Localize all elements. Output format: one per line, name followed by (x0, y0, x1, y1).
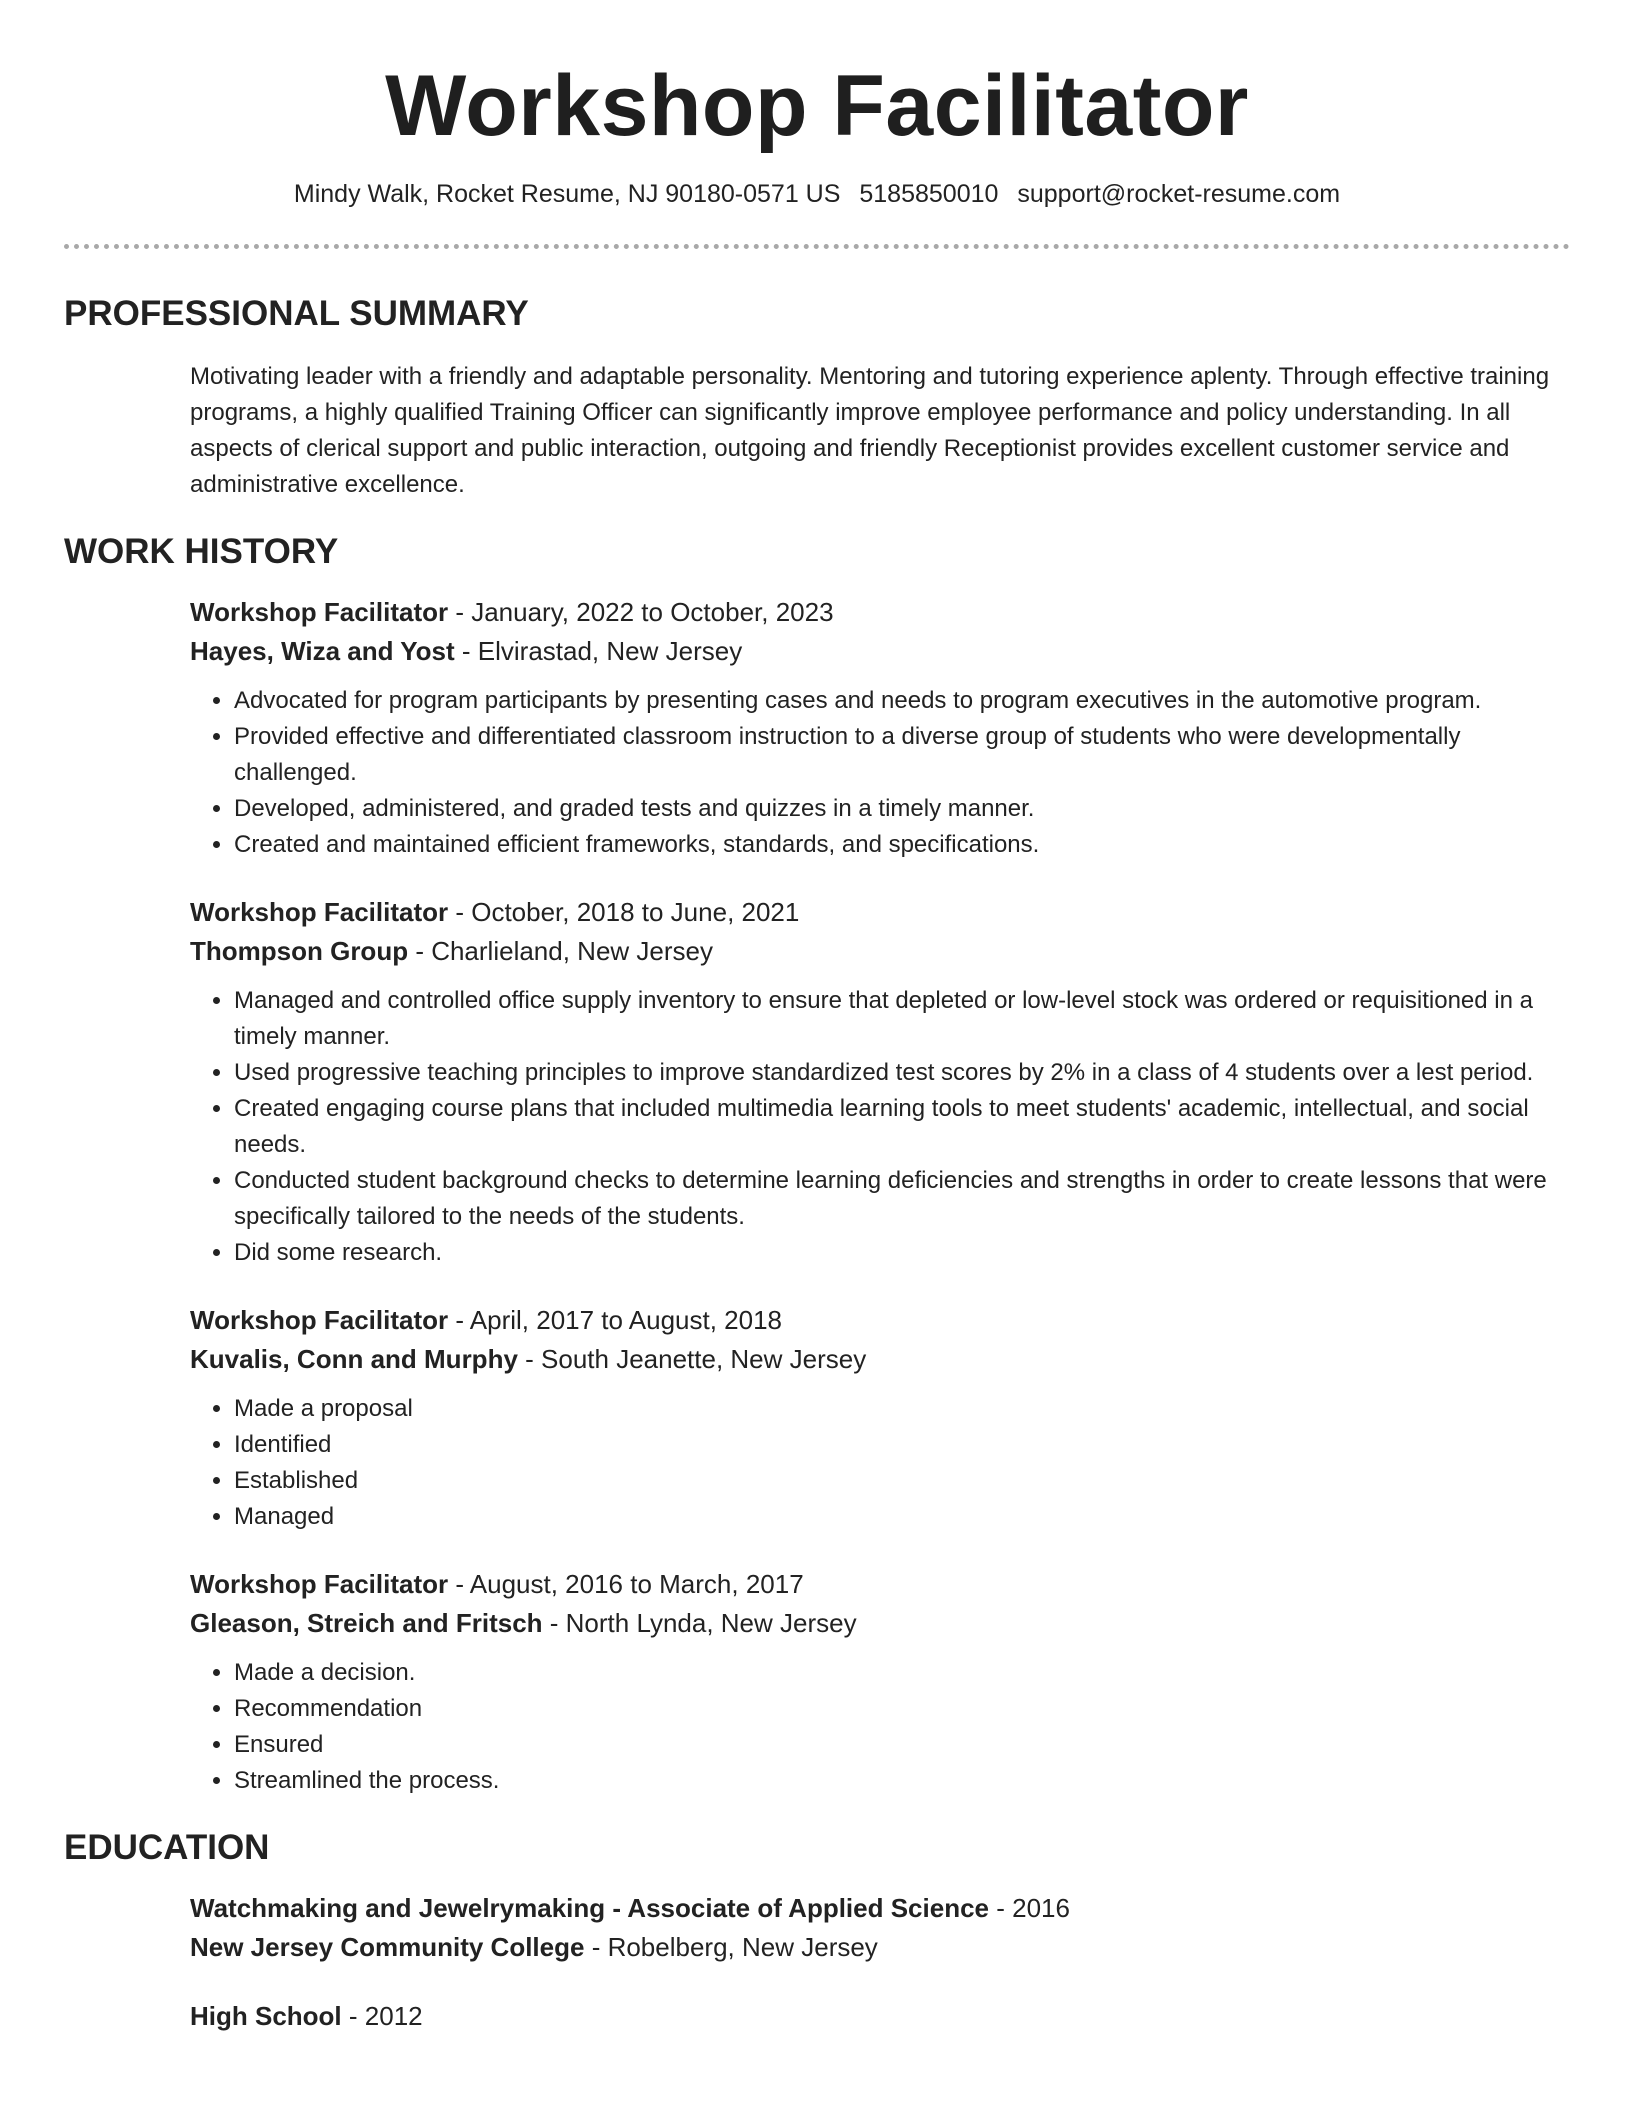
job-location: - Charlieland, New Jersey (408, 936, 713, 966)
job-bullets (190, 683, 1570, 863)
job-location: - Elvirastad, New Jersey (454, 636, 743, 666)
job-title-line (190, 593, 1570, 632)
education-degree-line (190, 1889, 1570, 1928)
work-history-heading: WORK HISTORY (64, 532, 339, 571)
job-entry (190, 1301, 1570, 1535)
education-year: - 2016 (989, 1893, 1070, 1923)
job-bullet: • Developed, administered, and graded tests and quizzes in a timely manner. (234, 791, 1570, 827)
contact-address: Mindy Walk, Rocket Resume, NJ 90180-0571 US (293, 180, 841, 208)
job-title: Workshop Facilitator (190, 1305, 449, 1335)
resume-title: Workshop Facilitator (385, 58, 1249, 154)
job-company: Gleason, Streich and Fritsch (190, 1608, 543, 1638)
job-bullet: • Made a decision. (234, 1655, 1570, 1691)
summary-text: Motivating leader with a friendly and adaptable personality. Mentoring and tutoring experience aplenty. Through effective training programs, a highly qualified Training Officer can significantly improve employee performance and policy understanding. In all aspects of clerical support and public interaction, outgoing and friendly Receptionist provides excellent customer service and administrative excellence. (190, 363, 1550, 498)
job-company-line (190, 1604, 1570, 1643)
job-bullet: • Made a proposal (234, 1391, 1570, 1427)
job-bullet: • Did some research. (234, 1235, 1570, 1271)
job-bullets (190, 1391, 1570, 1535)
header-divider (64, 244, 1570, 249)
job-bullet: • Provided effective and differentiated classroom instruction to a diverse group of students who were developmentally challenged. (234, 719, 1570, 791)
job-bullet: • Used progressive teaching principles to improve standardized test scores by 2% in a class of 4 students over a lest period. (234, 1055, 1570, 1091)
job-location: - South Jeanette, New Jersey (517, 1344, 867, 1374)
job-company: Hayes, Wiza and Yost (190, 636, 455, 666)
education-degree: High School (190, 2001, 342, 2031)
job-bullet: • Established (234, 1463, 1570, 1499)
job-bullets (190, 983, 1570, 1271)
job-company-line (190, 932, 1570, 971)
education-heading: EDUCATION (64, 1828, 270, 1867)
resume-page (64, 0, 1570, 2036)
education-entry (190, 1997, 1570, 2036)
job-bullet: • Managed (234, 1499, 1570, 1535)
job-entry (190, 593, 1570, 863)
job-dates: - January, 2022 to October, 2023 (448, 597, 834, 627)
education-degree-line (190, 1997, 1570, 2036)
education-degree: Watchmaking and Jewelrymaking - Associate of Applied Science (190, 1893, 990, 1923)
education-year: - 2012 (341, 2001, 423, 2031)
job-location: - North Lynda, New Jersey (542, 1608, 857, 1638)
contact-phone: 5185850010 (859, 180, 999, 208)
job-title-line (190, 893, 1570, 932)
job-bullet: • Identified (234, 1427, 1570, 1463)
education-school-line (190, 1928, 1570, 1967)
job-dates: - October, 2018 to June, 2021 (448, 897, 800, 927)
education-entry (190, 1889, 1570, 1967)
job-bullet: • Created and maintained efficient frameworks, standards, and specifications. (234, 827, 1570, 863)
job-bullets (190, 1655, 1570, 1799)
education-list (190, 1889, 1570, 2036)
work-history-list (190, 593, 1570, 1799)
job-bullet: • Advocated for program participants by presenting cases and needs to program executives in the automotive program. (234, 683, 1570, 719)
summary-heading: PROFESSIONAL SUMMARY (64, 294, 529, 333)
contact-line (64, 178, 1570, 210)
job-dates: - April, 2017 to August, 2018 (448, 1305, 783, 1335)
job-entry (190, 1565, 1570, 1799)
job-title-line (190, 1301, 1570, 1340)
contact-email: support@rocket-resume.com (1017, 180, 1341, 208)
education-school: New Jersey Community College (190, 1932, 585, 1962)
job-title-line (190, 1565, 1570, 1604)
job-bullet: • Ensured (234, 1727, 1570, 1763)
job-title: Workshop Facilitator (190, 897, 449, 927)
education-location: - Robelberg, New Jersey (584, 1932, 878, 1962)
job-company: Thompson Group (190, 936, 409, 966)
job-bullet: • Streamlined the process. (234, 1763, 1570, 1799)
job-title: Workshop Facilitator (190, 1569, 449, 1599)
job-bullet: • Managed and controlled office supply inventory to ensure that depleted or low-level stock was ordered or requisitioned in a timely manner. (234, 983, 1570, 1055)
job-entry (190, 893, 1570, 1271)
job-title: Workshop Facilitator (190, 597, 449, 627)
job-bullet: • Recommendation (234, 1691, 1570, 1727)
job-company-line (190, 1340, 1570, 1379)
job-company-line (190, 632, 1570, 671)
job-bullet: • Conducted student background checks to determine learning deficiencies and strengths in order to create lessons that were specifically tailored to the needs of the students. (234, 1163, 1570, 1235)
job-bullet: • Created engaging course plans that included multimedia learning tools to meet students' academic, intellectual, and social needs. (234, 1091, 1570, 1163)
job-dates: - August, 2016 to March, 2017 (448, 1569, 804, 1599)
job-company: Kuvalis, Conn and Murphy (190, 1344, 518, 1374)
